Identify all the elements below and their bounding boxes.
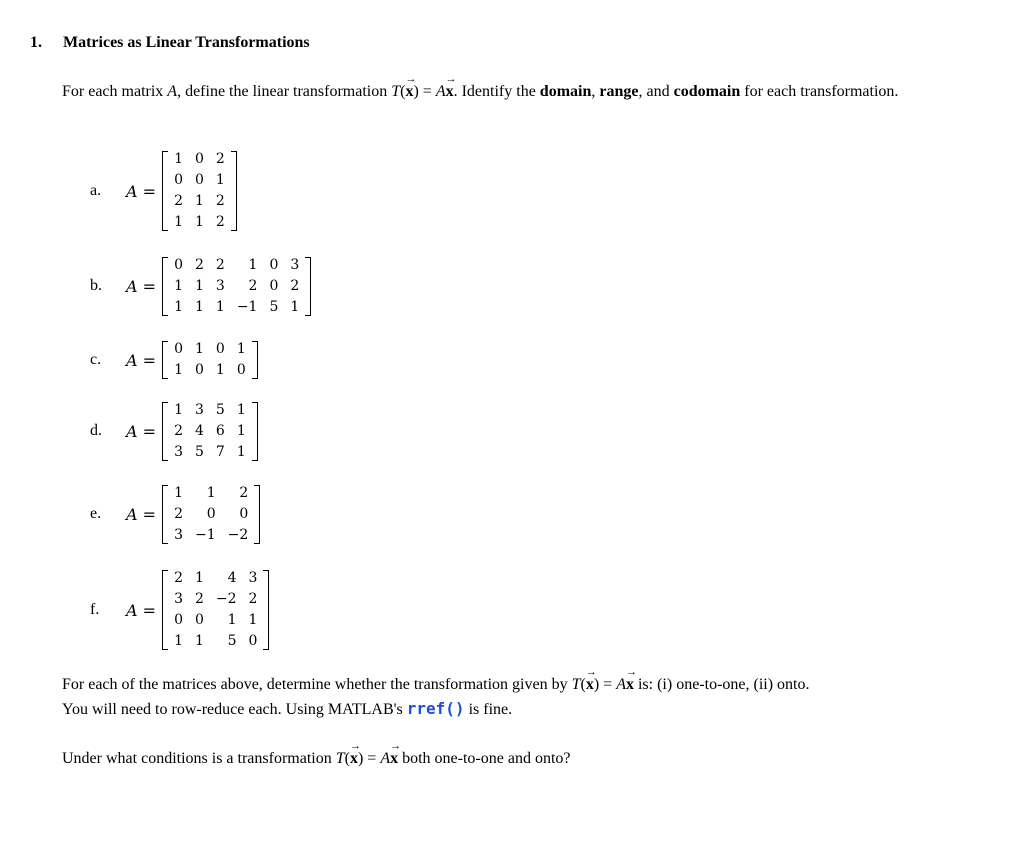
matrix-lhs <box>126 601 156 620</box>
math-A: A <box>126 181 138 201</box>
matrix-cell: 0 <box>236 362 246 378</box>
matrix-cell: 1 <box>215 172 225 188</box>
matrix-cell: 2 <box>290 277 300 294</box>
matrix-cell: 1 <box>194 570 204 586</box>
matrix-cell: 1 <box>248 612 258 628</box>
matrix-cell: 3 <box>290 256 300 273</box>
matrix-item <box>90 337 258 383</box>
math-equals: = <box>137 600 157 620</box>
math-A: A <box>126 276 138 296</box>
matrix-cell: 1 <box>248 256 258 273</box>
vector-x: → x <box>390 747 398 771</box>
keyword-domain: domain <box>539 83 592 100</box>
matrix-cell: 1 <box>215 298 225 315</box>
matrix-cell: 3 <box>174 591 183 607</box>
matrix-cell: 1 <box>206 484 216 501</box>
matrix-cell: 1 <box>236 401 246 418</box>
matrix-cell: 0 <box>239 505 249 522</box>
intro-text: For each matrix <box>62 83 168 100</box>
matrix-cell: 3 <box>248 570 258 586</box>
matrix-item <box>90 481 260 548</box>
matrix-cell: 3 <box>174 443 183 460</box>
matrix-label: c. <box>90 351 102 368</box>
matrix-cell: 2 <box>174 193 183 209</box>
math-equals: = <box>137 276 157 296</box>
question-text: both one-to-one and onto? <box>398 750 571 767</box>
keyword-range: range <box>599 83 639 100</box>
matrix-cell: 1 <box>174 151 183 167</box>
math-T: T <box>391 83 401 100</box>
followup-text: You will need to row-reduce each. Using MATLAB's <box>62 701 407 718</box>
matrix-cell: 3 <box>215 277 225 294</box>
matrix-cell: 2 <box>174 505 183 522</box>
math-paren: ( <box>344 750 350 767</box>
matrix-label: d. <box>90 422 102 439</box>
matrix-cell: 1 <box>174 298 183 315</box>
matrix-cell: 0 <box>194 151 204 167</box>
matrix-cell: 2 <box>248 591 258 607</box>
matrix-cell: 3 <box>174 526 183 543</box>
matrix-item <box>90 147 237 235</box>
followup-paragraph <box>62 673 932 722</box>
intro-text: , and <box>638 83 674 100</box>
matrix-cell: 2 <box>174 570 183 586</box>
matrix-lhs <box>126 505 156 524</box>
matrix <box>162 149 237 233</box>
matrix-cell: 2 <box>174 422 183 439</box>
matrix-cell: 1 <box>174 633 183 649</box>
math-A: A <box>126 600 138 620</box>
math-A: A <box>167 83 178 100</box>
math-A: A <box>435 83 446 100</box>
matrix-cell: 1 <box>174 401 183 418</box>
matrix-label: a. <box>90 182 102 199</box>
keyword-codomain: codomain <box>673 83 741 100</box>
math-equals: = <box>137 181 157 201</box>
matrix-cell: 2 <box>194 591 204 607</box>
matrix-cell: 1 <box>194 341 204 357</box>
math-equals: = <box>137 504 157 524</box>
math-equals: ) = <box>357 750 381 767</box>
matrix-cell: 2 <box>215 151 225 167</box>
vector-x: → x <box>405 80 413 104</box>
math-equals: ) = <box>413 83 436 100</box>
matrix-cell: −2 <box>227 526 249 543</box>
matrix <box>162 483 260 546</box>
matrix-cell: 0 <box>174 172 183 188</box>
vector-x: → x <box>586 673 594 697</box>
matrix-cell: 1 <box>236 422 246 439</box>
matrix-cell: 1 <box>194 193 204 209</box>
matrix-cell: 0 <box>194 172 204 188</box>
intro-paragraph <box>62 80 932 104</box>
matrix-cell: 2 <box>248 277 258 294</box>
math-equals: ) = <box>593 676 617 693</box>
matrix-cell: 6 <box>215 422 225 439</box>
matrix <box>162 568 269 652</box>
matrix-item <box>90 398 258 465</box>
math-A: A <box>616 676 626 693</box>
section-number: 1. <box>30 34 42 51</box>
matrix-cell: 1 <box>290 298 300 315</box>
matrix-cell: 1 <box>194 633 204 649</box>
intro-text: for each transformation. <box>740 83 899 100</box>
matrix-cell: 0 <box>194 612 204 628</box>
matrix-label: e. <box>90 505 102 522</box>
matrix-cell: 2 <box>215 214 225 230</box>
matrix-cell: 1 <box>215 362 225 378</box>
matrix-cell: 1 <box>194 298 204 315</box>
matrix-cell: 2 <box>239 484 249 501</box>
matrix-cell: 0 <box>269 277 279 294</box>
matrix-cell: 0 <box>206 505 216 522</box>
math-A: A <box>126 504 138 524</box>
matrix-label: b. <box>90 277 102 294</box>
matrix-item <box>90 566 269 654</box>
intro-text: . Identify the <box>453 83 540 100</box>
matrix-cell: 1 <box>236 341 246 357</box>
matrix <box>162 255 311 318</box>
matrix-cell: −1 <box>194 526 216 543</box>
matrix-cell: 5 <box>227 633 237 649</box>
matrix-cell: 0 <box>248 633 258 649</box>
followup-text: For each of the matrices above, determine whether the transformation given by <box>62 676 572 693</box>
matrix-cell: 1 <box>174 214 183 230</box>
question-paragraph <box>62 747 932 771</box>
matrix-cell: 2 <box>215 256 225 273</box>
intro-text: , define the linear transformation <box>177 83 392 100</box>
followup-text: is: (i) one-to-one, (ii) onto. <box>633 676 810 693</box>
matrix <box>162 339 258 381</box>
matrix-label: f. <box>90 601 100 618</box>
matrix-cell: 0 <box>174 612 183 628</box>
math-A: A <box>126 421 138 441</box>
matrix-cell: 1 <box>194 277 204 294</box>
matrix-cell: 1 <box>236 443 246 460</box>
matrix-cell: 1 <box>174 484 183 501</box>
math-equals: = <box>137 421 157 441</box>
matrix-cell: 4 <box>194 422 204 439</box>
matrix-cell: 5 <box>194 443 204 460</box>
math-T: T <box>335 750 345 767</box>
matrix-cell: 1 <box>227 612 237 628</box>
matrix-lhs <box>126 351 156 370</box>
matrix-cell: 3 <box>194 401 204 418</box>
math-T: T <box>571 676 581 693</box>
matrix-cell: 5 <box>269 298 279 315</box>
matrix-cell: 1 <box>194 214 204 230</box>
math-paren: ( <box>400 83 406 100</box>
matrix-cell: 4 <box>227 570 237 586</box>
matrix <box>162 400 258 463</box>
matrix-lhs <box>126 277 156 296</box>
question-text: Under what conditions is a transformation <box>62 750 336 767</box>
matrix-cell: 0 <box>174 341 183 357</box>
matrix-cell: −2 <box>215 591 237 607</box>
matrix-cell: 0 <box>174 256 183 273</box>
matrix-cell: 0 <box>215 341 225 357</box>
vector-x: → x <box>350 747 358 771</box>
section-title: Matrices as Linear Transformations <box>63 34 310 51</box>
math-equals: = <box>137 350 157 370</box>
matrix-cell: −1 <box>236 298 258 315</box>
matrix-item <box>90 253 311 320</box>
matrix-cell: 1 <box>174 277 183 294</box>
matrix-cell: 2 <box>194 256 204 273</box>
followup-text: is fine. <box>464 701 513 718</box>
matrix-lhs <box>126 422 156 441</box>
matrix-cell: 0 <box>269 256 279 273</box>
intro-text: , <box>591 83 600 100</box>
math-A: A <box>380 750 391 767</box>
section-heading <box>30 34 310 52</box>
matrix-cell: 1 <box>174 362 183 378</box>
matrix-cell: 7 <box>215 443 225 460</box>
math-paren: ( <box>580 676 586 693</box>
math-A: A <box>126 350 138 370</box>
matrix-cell: 0 <box>194 362 204 378</box>
matrix-cell: 5 <box>215 401 225 418</box>
rref-code: rref() <box>406 699 465 718</box>
vector-x: → x <box>626 673 634 697</box>
matrix-cell: 2 <box>215 193 225 209</box>
matrix-lhs <box>126 182 156 201</box>
vector-x: → x <box>446 80 454 104</box>
